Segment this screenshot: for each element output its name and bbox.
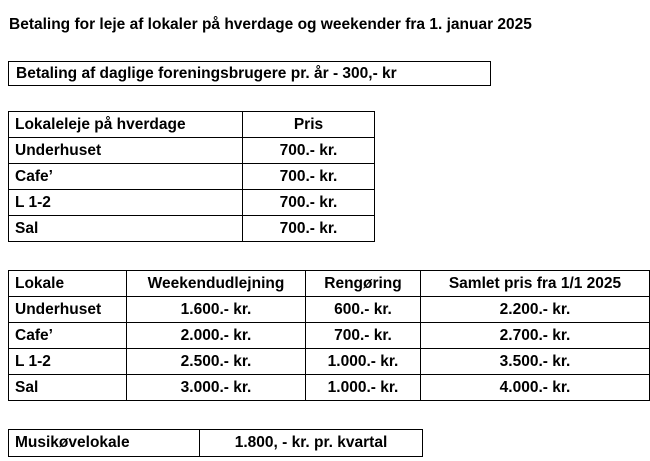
table-cell: 2.000.- kr. (127, 323, 306, 349)
table-cell: Cafe’ (9, 164, 243, 190)
table-cell: 2.700.- kr. (421, 323, 650, 349)
table-cell: 3.500.- kr. (421, 349, 650, 375)
table-cell: 2.500.- kr. (127, 349, 306, 375)
table-row (9, 190, 375, 216)
table-cell: L 1-2 (9, 349, 127, 375)
table-row (9, 349, 650, 375)
table-row (9, 164, 375, 190)
table-header-row (9, 271, 650, 297)
table-cell: Underhuset (9, 138, 243, 164)
table-cell: Sal (9, 216, 243, 242)
foreningsbrugere-box (8, 61, 491, 86)
column-header-lokale: Lokale (9, 271, 127, 297)
column-header-rengoering: Rengøring (306, 271, 421, 297)
foreningsbrugere-text: Betaling af daglige foreningsbrugere pr. år - 300,- kr (9, 62, 491, 86)
table-row (9, 375, 650, 401)
musik-price: 1.800, - kr. pr. kvartal (200, 430, 423, 457)
column-header-weekendudlejning: Weekendudlejning (127, 271, 306, 297)
table-cell: Cafe’ (9, 323, 127, 349)
musikoevelokale-table (8, 429, 423, 457)
column-header-samlet-pris: Samlet pris fra 1/1 2025 (421, 271, 650, 297)
table-cell: 700.- kr. (243, 138, 375, 164)
table-row (9, 323, 650, 349)
table-cell: 700.- kr. (243, 216, 375, 242)
table-cell: 1.000.- kr. (306, 349, 421, 375)
column-header-lokaleleje: Lokaleleje på hverdage (9, 112, 243, 138)
table-row (9, 297, 650, 323)
table-cell: 4.000.- kr. (421, 375, 650, 401)
table-cell: Sal (9, 375, 127, 401)
musik-label: Musikøvelokale (9, 430, 200, 457)
table-header-row (9, 112, 375, 138)
table-cell: 700.- kr. (243, 164, 375, 190)
column-header-pris: Pris (243, 112, 375, 138)
weekend-table (8, 270, 650, 401)
table-cell: Underhuset (9, 297, 127, 323)
table-cell: 2.200.- kr. (421, 297, 650, 323)
table-cell: 600.- kr. (306, 297, 421, 323)
table-row (9, 430, 423, 457)
page-title: Betaling for leje af lokaler på hverdage og weekender fra 1. januar 2025 (9, 16, 532, 33)
table-cell: 700.- kr. (243, 190, 375, 216)
table-row (9, 138, 375, 164)
table-cell: L 1-2 (9, 190, 243, 216)
table-cell: 1.600.- kr. (127, 297, 306, 323)
table-cell: 700.- kr. (306, 323, 421, 349)
table-cell: 3.000.- kr. (127, 375, 306, 401)
hverdage-table (8, 111, 375, 242)
table-cell: 1.000.- kr. (306, 375, 421, 401)
table-row (9, 216, 375, 242)
